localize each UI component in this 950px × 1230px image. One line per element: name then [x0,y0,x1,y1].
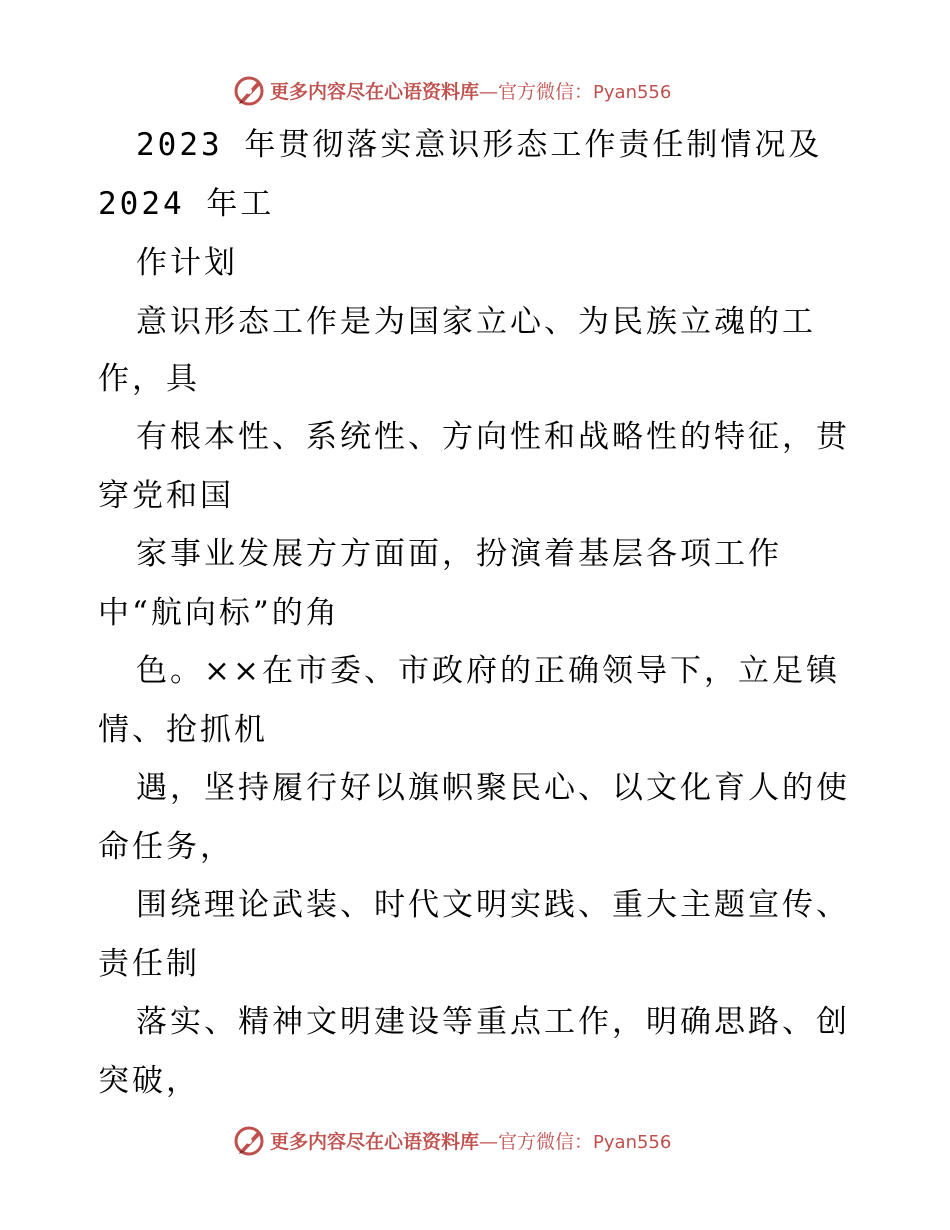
footer-banner [0,1120,950,1160]
paragraph-line: 中“航向标”的角 [98,595,340,631]
paragraph-line: 情、抢抓机 [98,712,268,748]
paragraph-line: 命任务， [98,829,234,865]
banner-wechat-id: Pyan556 [593,81,672,103]
paragraph-line: 突破， [98,1063,200,1099]
paragraph-line: 有根本性、系统性、方向性和战略性的特征，贯 [136,419,850,455]
paragraph-line: 穿党和国 [98,478,234,514]
header-banner [0,70,950,110]
pen-logo-icon [232,73,266,107]
paragraph-line: 落实、精神文明建设等重点工作，明确思路、创 [136,1004,850,1040]
banner-wechat-label: —官方微信： [479,1130,594,1153]
paragraph-line: 围绕理论武装、时代文明实践、重大主题宣传、 [136,887,850,923]
banner-brand: 更多内容尽在心语资料库 [270,1130,480,1153]
paragraph-line: 责任制 [98,946,200,982]
banner-text [270,1127,671,1154]
banner-text [270,77,671,104]
document-title-line-2: 2024 年工 [98,186,275,222]
banner-wechat-id: Pyan556 [593,1131,672,1153]
document-title-line-3: 作计划 [136,245,238,281]
paragraph-line: 色。××在市委、市政府的正确领导下，立足镇 [136,653,840,689]
pen-logo-icon [232,1123,266,1157]
paragraph-line: 意识形态工作是为国家立心、为民族立魂的工 [136,304,816,340]
document-title-line-1: 2023 年贯彻落实意识形态工作责任制情况及 [136,127,823,163]
banner-brand: 更多内容尽在心语资料库 [270,80,480,103]
paragraph-line: 作，具 [98,361,200,397]
banner-wechat-label: —官方微信： [479,80,594,103]
paragraph-line: 遇，坚持履行好以旗帜聚民心、以文化育人的使 [136,770,850,806]
paragraph-line: 家事业发展方方面面，扮演着基层各项工作 [136,536,782,572]
